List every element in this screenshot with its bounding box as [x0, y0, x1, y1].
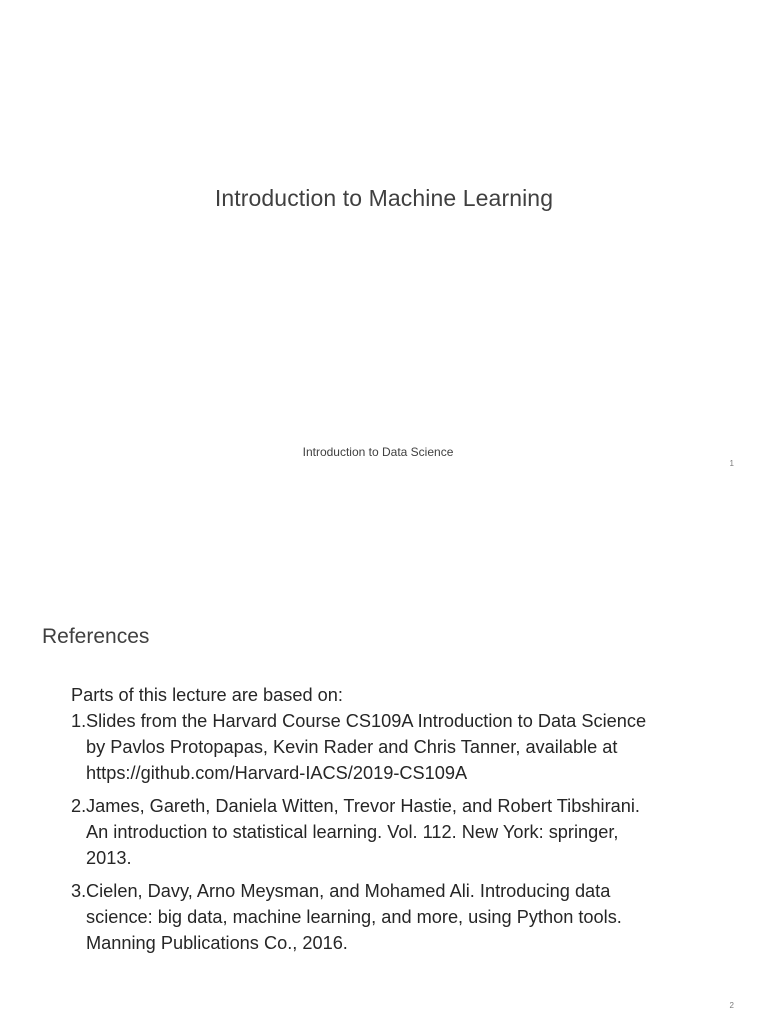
references-list	[71, 708, 711, 956]
reference-line: Cielen, Davy, Arno Meysman, and Mohamed Ali. Introducing data	[86, 881, 611, 901]
references-heading: References	[42, 625, 150, 648]
reference-number: 1.	[71, 711, 87, 731]
reference-text	[86, 793, 711, 871]
references-body	[71, 682, 711, 963]
page-number: 2	[729, 1001, 734, 1010]
reference-link: https://github.com/Harvard-IACS/2019-CS109A	[86, 763, 468, 783]
reference-text	[86, 878, 711, 956]
reference-item	[71, 878, 711, 956]
slide-footer: Introduction to Data Science	[302, 445, 454, 459]
reference-line: Slides from the Harvard Course CS109A Introduction to Data Science	[86, 711, 647, 731]
reference-text	[86, 708, 711, 786]
reference-line: 2013.	[86, 848, 132, 868]
reference-line: by Pavlos Protopapas, Kevin Rader and Chris Tanner, available at	[86, 737, 618, 757]
reference-line: science: big data, machine learning, and more, using Python tools.	[86, 907, 622, 927]
reference-item	[71, 708, 711, 786]
reference-number: 2.	[71, 796, 87, 816]
reference-line: Manning Publications Co., 2016.	[86, 933, 348, 953]
page-number: 1	[729, 459, 734, 468]
reference-number: 3.	[71, 881, 87, 901]
reference-item	[71, 793, 711, 871]
slide-2	[0, 512, 768, 1024]
reference-line: James, Gareth, Daniela Witten, Trevor Hastie, and Robert Tibshirani.	[86, 796, 640, 816]
reference-line: An introduction to statistical learning. Vol. 112. New York: springer,	[86, 822, 619, 842]
slide-title: Introduction to Machine Learning	[214, 185, 554, 211]
references-intro: Parts of this lecture are based on:	[71, 685, 343, 705]
